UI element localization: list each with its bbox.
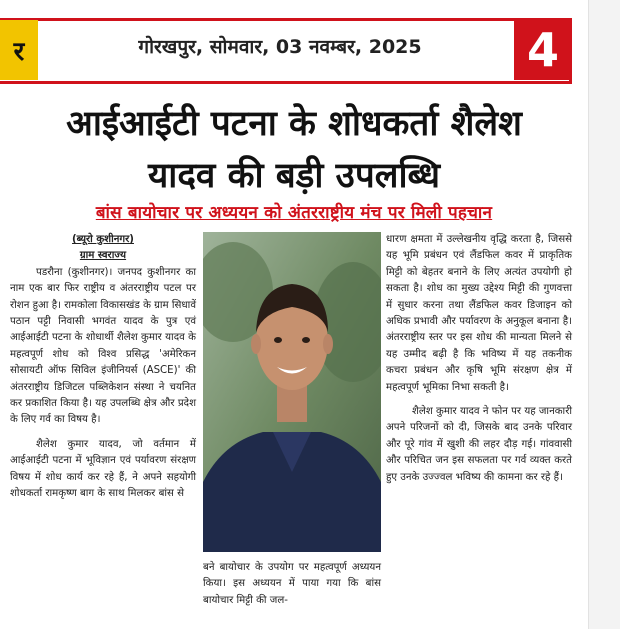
page-number-badge: 4 [514, 20, 572, 80]
desk-name: ग्राम स्वराज्य [79, 250, 127, 262]
paragraph-2: शैलेश कुमार यादव, जो वर्तमान में आईआईटी पटना में भूविज्ञान एवं पर्यावरण संरक्षण विषय में शोध कार्य कर रहे हैं, ने अपने सहयोगी शोधकर्ता रामकृष्ण बाग के साथ मिलकर बांस से [10, 438, 196, 500]
viewer-side-strip [588, 0, 620, 629]
paragraph-1: पडरौना (कुशीनगर)। जनपद कुशीनगर का नाम एक बार फिर राष्ट्रीय व अंतरराष्ट्रीय पटल पर रोशन हुआ है। रामकोला विकासखंड के ग्राम सिधावें पठान पट्टी निवासी भगवंत यादव के पुत्र एवं आईआईटी पटना के शोधार्थी शैलेश कुमार यादव के महत्वपूर्ण शोध को विश्व प्रसिद्ध 'अमेरिकन सोसायटी ऑफ सिविल इंजीनियर्स (ASCE)' की अंतरराष्ट्रीय डिजिटल पब्लिकेशन संस्था ने चयनित कर प्रकाशित किया है। यह उपलब्धि क्षेत्र और प्रदेश के लिए गर्व का विषय है। [10, 266, 196, 426]
headline-line-1: आईआईटी पटना के शोधकर्ता शैलेश [66, 104, 522, 144]
byline: (ब्यूरो कुशीनगर) [72, 234, 134, 245]
headline [0, 98, 588, 202]
subheadline: बांस बायोचार पर अध्ययन को अंतरराष्ट्रीय मंच पर मिली पहचान [95, 203, 493, 223]
article-column-left [10, 232, 196, 503]
portrait-photo [203, 232, 381, 552]
photo-caption-text: बने बायोचार के उपयोग पर महत्वपूर्ण अध्ययन किया। इस अध्ययन में पाया गया कि बांस बायोचार मिट्टी की जल- [203, 562, 381, 606]
portrait-illustration [203, 232, 381, 552]
dateline: गोरखपुर, सोमवार, 03 नवम्बर, 2025 [138, 36, 422, 58]
article-column-right [386, 232, 572, 486]
paragraph-3: धारण क्षमता में उल्लेखनीय वृद्धि करता है, जिससे यह भूमि प्रबंधन एवं लैंडफिल कवर में प्राकृतिक मिट्टी को बेहतर बनाने के लिए अत्यंत उपयोगी हो सकता है। शोध का मुख्य उद्देश्य मिट्टी की गुणवत्ता में सुधार करना तथा लैंडफिल कवर डिजाइन को अधिक प्रभावी और पर्यावरण के अनुकूल बनाना है। अंतरराष्ट्रीय स्तर पर इस शोध की मान्यता मिलने से यह उम्मीद बढ़ी है कि भविष्य में यह तकनीक कचरा प्रबंधन और कृषि भूमि संरक्षण क्षेत्र में महत्वपूर्ण भूमिका निभा सकती है। [386, 234, 572, 393]
paragraph-4: शैलेश कुमार यादव ने फोन पर यह जानकारी अपने परिजनों को दी, जिसके बाद उनके परिवार और पूरे गांव में खुशी की लहर दौड़ गई। गांववासी और परिचित जन इस सफलता पर गर्व व्यक्त करते हुए उनके उज्ज्वल भविष्य की कामना कर रहे हैं। [386, 406, 572, 483]
headline-line-2: यादव की बड़ी उपलब्धि [147, 156, 441, 196]
section-tab: र [0, 20, 38, 80]
